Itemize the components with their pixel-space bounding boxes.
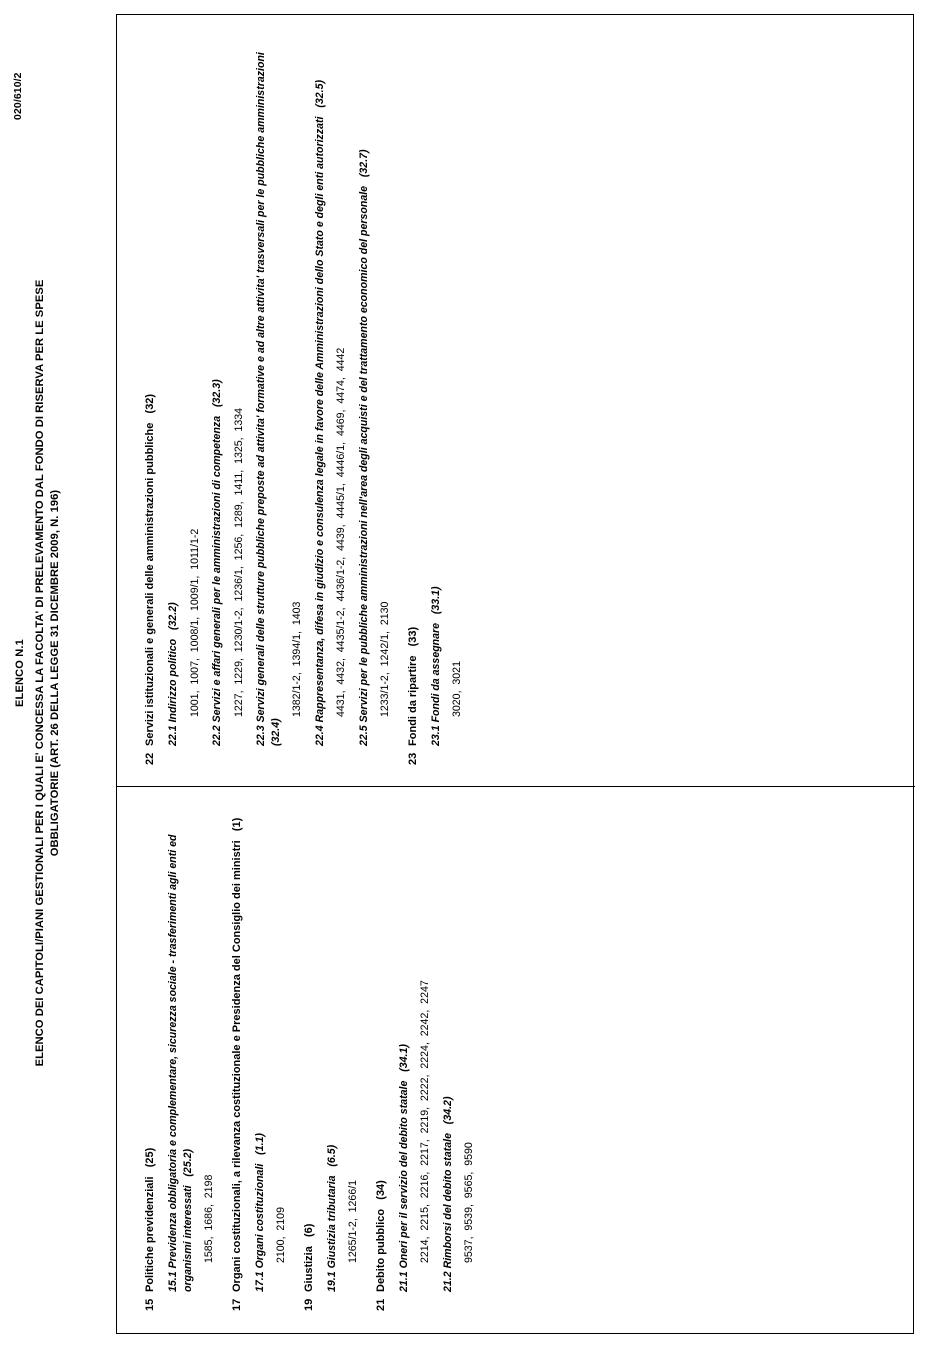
programme-title: Servizi generali delle strutture pubbliche preposte ad attivita' formative e ad altre attivita' trasversali per le pubbliche amministrazioni <box>255 52 267 726</box>
mission-number: 23 <box>406 752 419 765</box>
programme-number: 22.1 <box>167 725 179 746</box>
programme-title: Fondi da assegnare <box>429 622 442 726</box>
programme-title: Servizi e affari generali per le amministrazioni di competenza <box>211 415 223 726</box>
chapter-list: 1233/1-2, 1242/1, 2130 <box>379 601 391 717</box>
mission-title: Politiche previdenziali <box>144 1176 156 1292</box>
programme-number: 22.2 <box>211 725 223 746</box>
programme-heading <box>166 801 195 1292</box>
chapter-list: 1001, 1007, 1008/1, 1009/1, 1011/1-2 <box>188 528 201 717</box>
programme-code: (32.7) <box>357 149 370 186</box>
programme-number: 19.1 <box>325 1271 338 1292</box>
mission-number: 15 <box>144 1298 156 1311</box>
mission-group <box>143 27 393 765</box>
programme-number: 21.1 <box>397 1271 410 1292</box>
programme-number: 15.1 <box>167 1271 179 1292</box>
mission-title: Fondi da ripartire <box>406 655 419 746</box>
programme-code: (32.3) <box>211 379 223 416</box>
mission-heading <box>230 801 245 1311</box>
mission-code: (34) <box>374 1180 387 1209</box>
programme-code: (34.1) <box>397 1044 410 1081</box>
mission-title: Debito pubblico <box>374 1208 387 1292</box>
right-column <box>117 13 475 787</box>
chapter-list: 1265/1-2, 1266/1 <box>347 1179 359 1263</box>
chapter-list: 1227, 1229, 1230/1-2, 1236/1, 1256, 1289, 1411, 1325, 1334 <box>232 407 245 717</box>
programme-heading <box>254 27 283 746</box>
programme-title: Oneri per il servizio del debito statale <box>397 1080 410 1272</box>
page-number: 020/610/2 <box>12 72 24 120</box>
programme-number: 17.1 <box>253 1271 266 1292</box>
mission-code: (25) <box>144 1147 156 1177</box>
mission-group <box>374 801 477 1311</box>
mission-code: (1) <box>230 817 243 841</box>
programme-code: (32.5) <box>313 79 326 117</box>
programme-title: Rimborsi del debito statale <box>441 1133 454 1272</box>
elenco-label: ELENCO N.1 <box>14 639 26 708</box>
mission-heading <box>374 801 389 1311</box>
document-title-line-2: OBBLIGATORIE (ART. 26 DELLA LEGGE 31 DICEMBRE 2009, N. 196) <box>49 489 61 857</box>
programme-heading <box>325 801 340 1292</box>
programme-number: 22.4 <box>313 725 326 746</box>
mission-heading <box>143 27 158 765</box>
mission-heading <box>143 801 158 1311</box>
programme-title: Organi costituzionali <box>253 1163 266 1272</box>
mission-title: Servizi istituzionali e generali delle amministrazioni pubbliche <box>144 422 156 746</box>
mission-code: (32) <box>144 393 156 423</box>
programme-code: (1.1) <box>253 1133 266 1164</box>
chapter-list: 3020, 3021 <box>451 661 463 717</box>
programme-heading <box>253 801 268 1292</box>
programme-heading <box>397 801 412 1292</box>
mission-number: 19 <box>302 1298 315 1311</box>
document-title-line-1: ELENCO DEI CAPITOLI/PIANI GESTIONALI PER I QUALI E' CONCESSA LA FACOLTA' DI PRELEVAMENTO DAL FONDO DI RISERVA PER LE SPESE <box>34 279 46 1067</box>
programme-code: (33.1) <box>429 586 442 623</box>
mission-group <box>230 801 289 1311</box>
programme-heading <box>166 27 181 746</box>
content-frame <box>116 14 914 1334</box>
programme-number: 22.5 <box>357 725 370 746</box>
chapter-list: 1585, 1686, 2198 <box>203 1174 215 1263</box>
programme-code: (34.2) <box>441 1096 454 1134</box>
chapter-list: 4431, 4432, 4435/1-2, 4436/1-2, 4439, 4445/1, 4446/1, 4469, 4474, 4442 <box>335 347 347 717</box>
programme-number: 23.1 <box>429 725 442 746</box>
chapter-list: 2100, 2109 <box>275 1207 287 1263</box>
mission-code: (33) <box>406 626 419 656</box>
mission-group <box>302 801 361 1311</box>
programme-title: Indirizzo politico <box>167 638 179 726</box>
programme-heading <box>357 27 372 746</box>
chapter-list: 9537, 9539, 9565, 9590 <box>463 1142 475 1263</box>
programme-code: (32.2) <box>167 602 179 639</box>
mission-title: Organi costituzionali, a rilevanza costituzionale e Presidenza del Consiglio dei ministri <box>230 840 243 1292</box>
programme-title: Servizi per le pubbliche amministrazioni nell'area degli acquisti e del trattamento economico del personale <box>357 185 370 726</box>
header-title-block <box>14 0 63 1346</box>
programme-code: (25.2) <box>181 1148 194 1186</box>
chapter-list: 1382/1-2, 1394/1, 1403 <box>291 601 303 717</box>
programme-heading <box>429 27 444 746</box>
mission-number: 22 <box>144 752 156 765</box>
programme-code: (6.5) <box>325 1144 338 1176</box>
mission-number: 17 <box>230 1298 243 1311</box>
programme-title: Rappresentanza, difesa in giudizio e consulenza legale in favore delle Amministrazioni dello Stato e degli enti autorizzati <box>313 116 326 726</box>
programme-title: Giustizia tributaria <box>325 1175 338 1272</box>
mission-group <box>406 27 465 765</box>
programme-title: Previdenza obbligatoria e complementare, sicurezza sociale - trasferimenti agli enti ed organismi interessati <box>167 831 194 1292</box>
left-column <box>117 787 487 1333</box>
mission-heading <box>302 801 317 1311</box>
mission-title: Giustizia <box>302 1246 315 1292</box>
mission-group <box>143 801 217 1311</box>
programme-number: 22.3 <box>255 725 267 746</box>
chapter-list: 2214, 2215, 2216, 2217, 2219, 2222, 2224, 2242, 2247 <box>419 980 431 1263</box>
programme-heading <box>441 801 456 1292</box>
programme-heading <box>313 27 328 746</box>
mission-code: (6) <box>302 1223 315 1247</box>
programme-heading <box>210 27 225 746</box>
mission-heading <box>406 27 421 765</box>
programme-code: (32.4) <box>255 43 282 746</box>
programme-number: 21.2 <box>441 1271 454 1292</box>
mission-number: 21 <box>374 1298 387 1311</box>
